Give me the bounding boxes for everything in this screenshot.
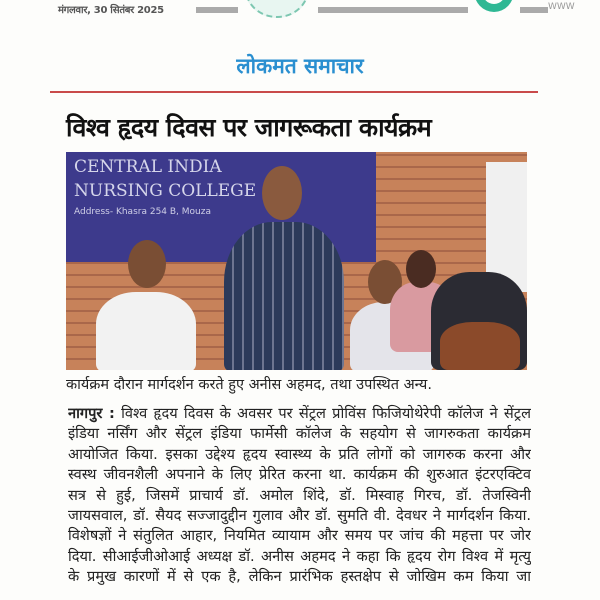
article-body	[68, 404, 531, 588]
shawl	[440, 322, 520, 370]
photo-caption: कार्यक्रम दौरान मार्गदर्शन करते हुए अनीस अहमद, तथा उपस्थित अन्य.	[66, 377, 432, 393]
person-head	[406, 250, 436, 288]
masthead-divider	[318, 7, 468, 13]
publication-date: मंगलवार, 30 सितंबर 2025	[58, 5, 164, 16]
masthead-www: WWW	[548, 2, 575, 12]
body-text: विश्व हृदय दिवस के अवसर पर सेंट्रल प्रोविंस फिजियोथेरेपी कॉलेज ने सेंट्रल	[121, 405, 531, 422]
body-line: विशेषज्ञों ने संतुलित आहार, नियमित व्यायाम और समय पर जांच की महत्ता पर जोर	[68, 527, 531, 545]
newspaper-seal-logo	[245, 0, 309, 18]
speaker-head	[262, 166, 302, 220]
body-line: के प्रमुख कारणों में से एक है, लेकिन प्रारंभिक हस्तक्षेप से जोखिम कम किया जा	[68, 568, 531, 586]
body-line: इंडिया नर्सिंग और सेंट्रल इंडिया फार्मेसी कॉलेज के सहयोग से जागरुकता कार्यक्रम	[68, 425, 531, 443]
body-line: स्वस्थ जीवनशैली अपनाने के लिए प्रेरित करना था. कार्यक्रम की शुरुआत इंटरएक्टिव	[68, 466, 531, 484]
banner-address: Address- Khasra 254 B, Mouza	[74, 207, 211, 217]
body-line: दिया. सीआईजीओआई अध्यक्ष डॉ. अनीस अहमद ने कहा कि हृदय रोग विश्व में मृत्यु	[68, 547, 531, 565]
body-line	[68, 404, 531, 424]
body-line: जायसवाल, डॉ. सैयद सज्जादुद्दीन गुलाव और डॉ. सुमति वी. देवधर ने मार्गदर्शन किया.	[68, 507, 531, 525]
section-divider	[50, 91, 538, 93]
speaker	[224, 222, 344, 370]
seated-man-left	[96, 292, 196, 370]
article-headline: विश्व हृदय दिवस पर जागरूकता कार्यक्रम	[66, 113, 432, 142]
body-line: आयोजित किया. इसका उद्देश्य हृदय स्वास्थ्य के प्रति लोगों को जागरुक करना और	[68, 445, 531, 463]
article-photo	[66, 152, 527, 370]
banner-line-2: NURSING COLLEGE	[74, 181, 257, 201]
masthead-divider	[520, 7, 548, 13]
body-line: सत्र से हुई, जिसमें प्राचार्य डॉ. अमोल शिंदे, डॉ. मिस्वाह गिरच, डॉ. तेजस्विनी	[68, 486, 531, 504]
brand-logo-icon	[474, 0, 514, 12]
dateline: नागपुर :	[68, 405, 115, 422]
masthead-divider	[196, 7, 238, 13]
section-title: लोकमत समाचार	[236, 54, 364, 78]
person-head	[128, 240, 166, 288]
banner-line-1: CENTRAL INDIA	[74, 157, 222, 177]
